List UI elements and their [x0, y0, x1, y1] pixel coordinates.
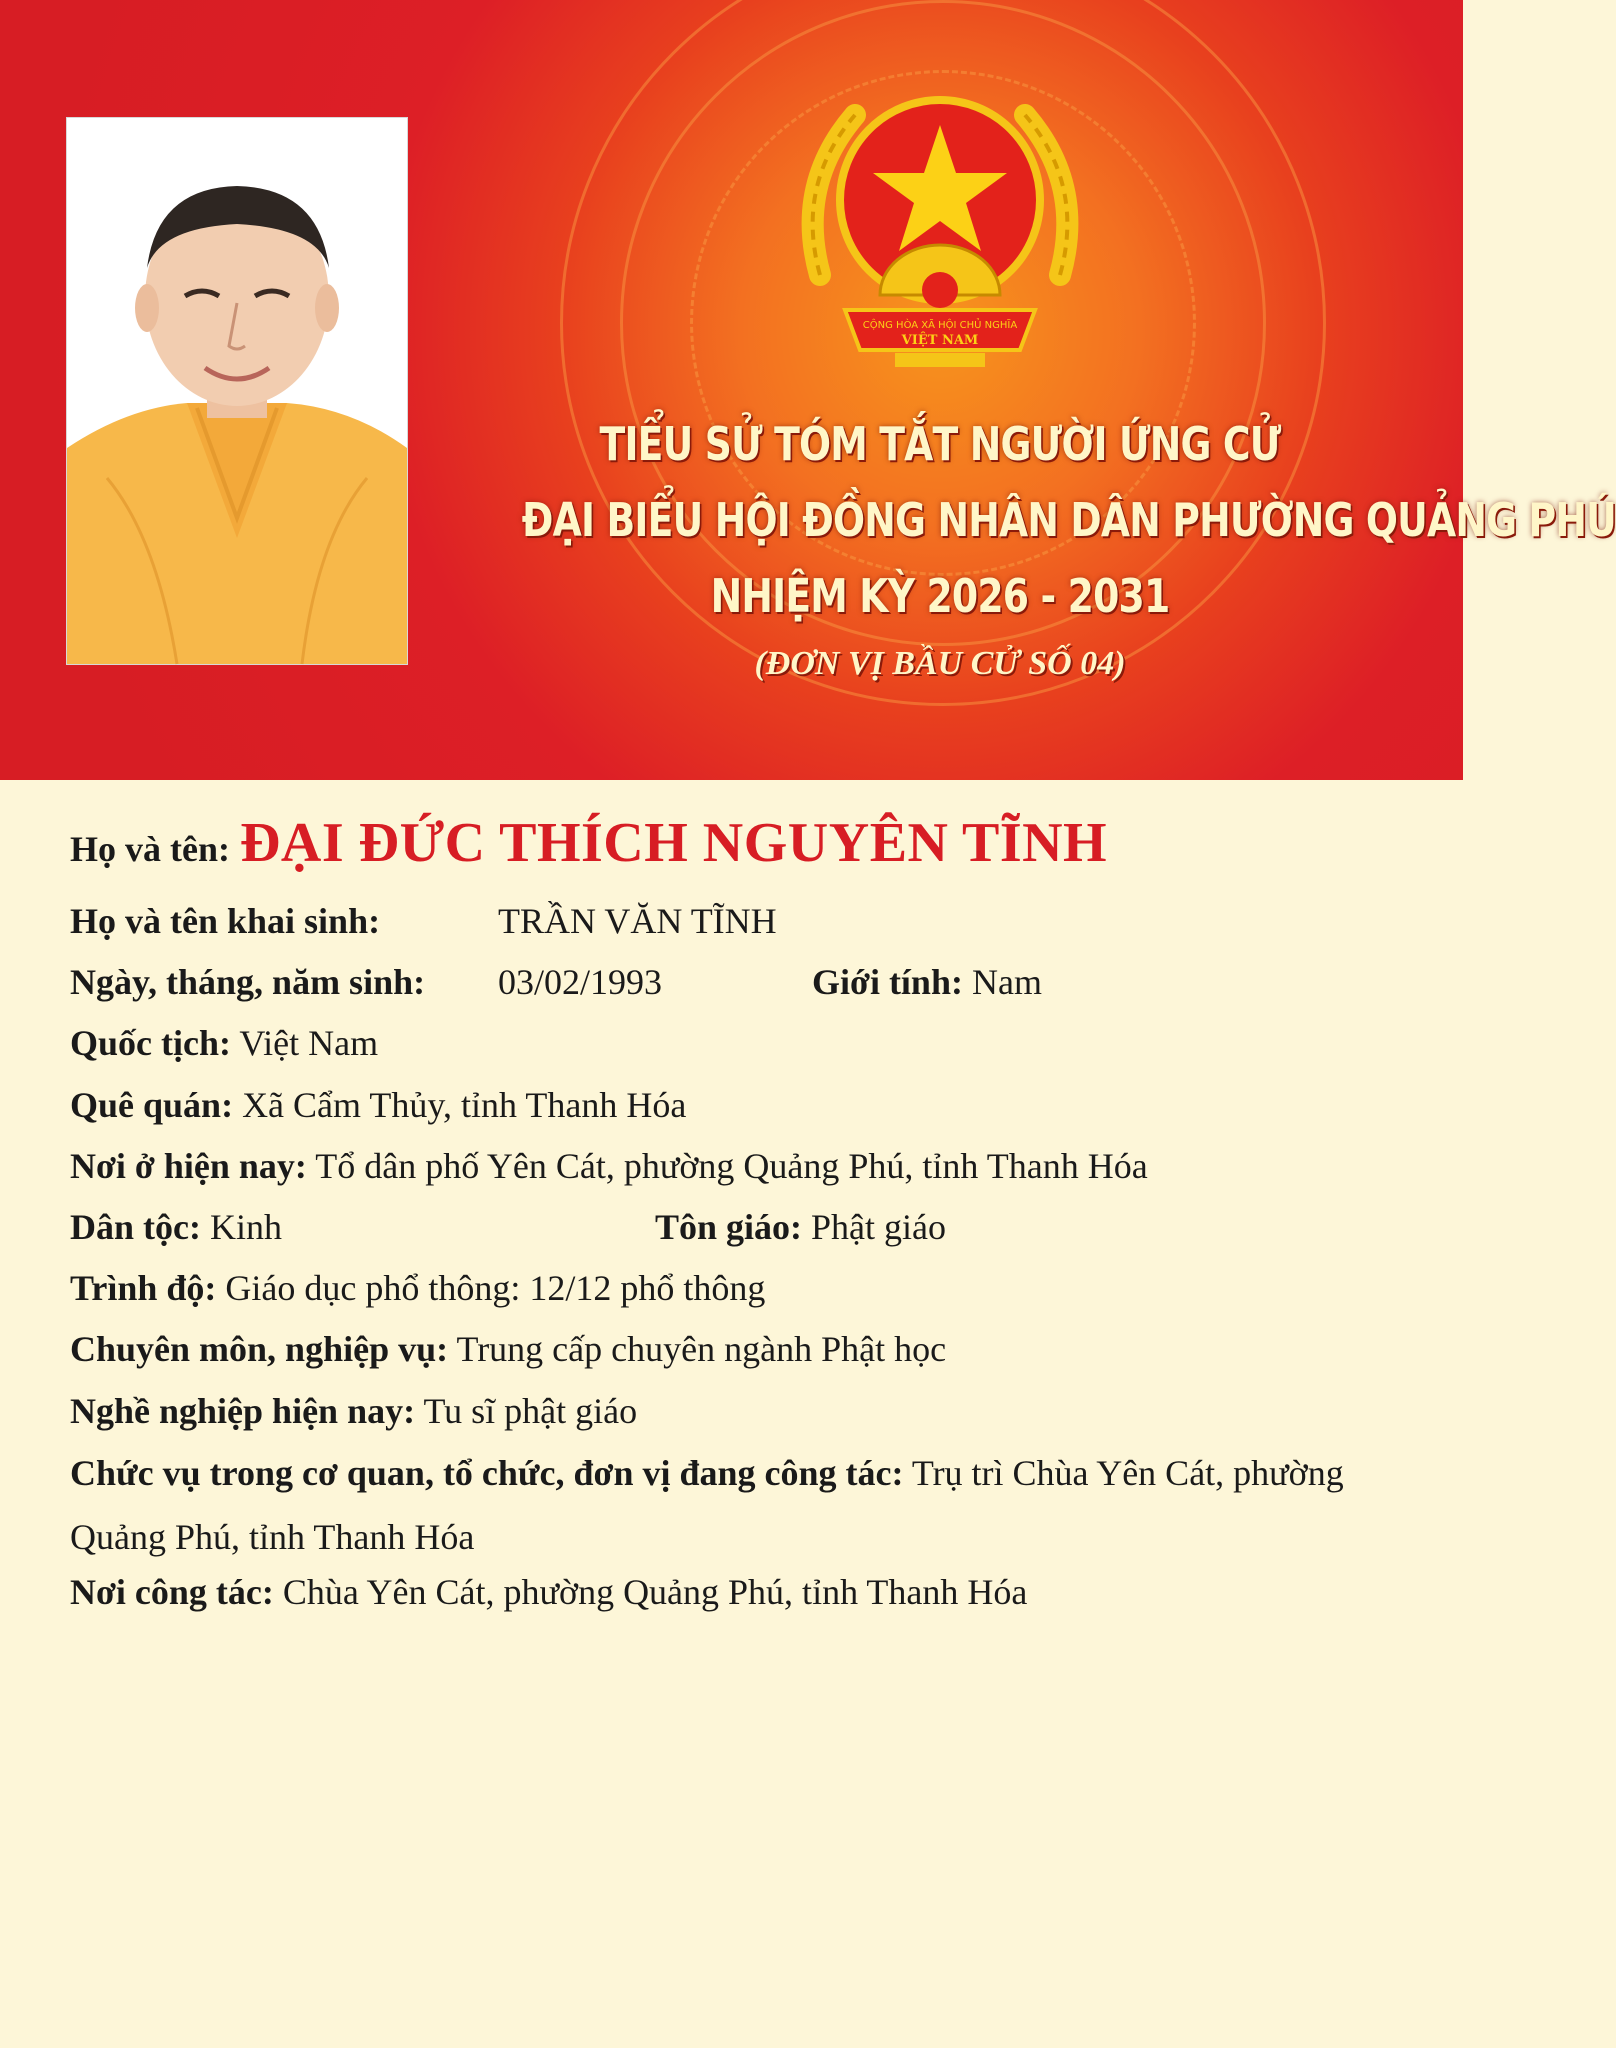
birth-name-label: Họ và tên khai sinh: — [70, 901, 381, 941]
workplace-label: Nơi công tác: — [70, 1571, 274, 1612]
education-row — [70, 1267, 1450, 1310]
emblem-text-top: CỘNG HÒA XÃ HỘI CHỦ NGHĨA — [862, 320, 1018, 331]
religion-field — [655, 1206, 946, 1249]
workplace-value: Chùa Yên Cát, phường Quảng Phú, tỉnh Thanh Hóa — [282, 1571, 1028, 1612]
dob-value: 03/02/1993 — [498, 962, 663, 1003]
occupation-row — [70, 1390, 1450, 1433]
position-value: Trụ trì Chùa Yên Cát, phường Quảng Phú, tỉnh Thanh Hóa — [70, 1452, 1344, 1557]
specialty-label: Chuyên môn, nghiệp vụ: — [70, 1329, 449, 1370]
national-emblem-icon — [775, 85, 1105, 385]
nationality-row — [70, 1022, 1450, 1065]
occupation-value: Tu sĩ phật giáo — [423, 1390, 638, 1431]
national-emblem — [775, 85, 1105, 385]
dob-label: Ngày, tháng, năm sinh: — [70, 962, 426, 1003]
religion-label: Tôn giáo: — [655, 1206, 803, 1247]
gender-label: Giới tính: — [812, 962, 963, 1003]
position-label: Chức vụ trong cơ quan, tổ chức, đơn vị đang công tác: — [70, 1452, 904, 1493]
position-row — [70, 1441, 1400, 1569]
gender-value: Nam — [971, 962, 1042, 1003]
full-name-label: Họ và tên: — [70, 829, 230, 869]
full-name-value: ĐẠI ĐỨC THÍCH NGUYÊN TĨNH — [239, 812, 1108, 874]
candidate-portrait-photo — [66, 117, 408, 665]
election-unit-subtitle: (ĐƠN VỊ BẦU CỬ SỐ 04) — [754, 645, 1126, 682]
header-banner — [0, 0, 1616, 780]
biography-content — [70, 810, 1450, 1614]
workplace-row — [70, 1571, 1450, 1614]
education-label: Trình độ: — [70, 1268, 217, 1309]
nationality-label: Quốc tịch: — [70, 1023, 231, 1064]
hometown-value: Xã Cẩm Thủy, tỉnh Thanh Hóa — [242, 1084, 687, 1125]
occupation-label: Nghề nghiệp hiện nay: — [70, 1390, 416, 1431]
title-block — [430, 405, 1616, 683]
birth-name-value: TRẦN VĂN TĨNH — [498, 901, 777, 941]
ethnicity-value: Kinh — [209, 1206, 282, 1247]
title-line-3: NHIỆM KỲ 2026 - 2031 — [710, 569, 1170, 623]
education-value: Giáo dục phổ thông: 12/12 phổ thông — [225, 1268, 766, 1309]
ethnicity-religion-row — [70, 1206, 1450, 1249]
specialty-value: Trung cấp chuyên ngành Phật học — [456, 1329, 947, 1370]
birth-name-row — [70, 900, 1450, 943]
dob-row — [70, 961, 1450, 1004]
hometown-row — [70, 1084, 1450, 1127]
gender-field — [812, 961, 1042, 1004]
religion-value: Phật giáo — [811, 1206, 947, 1247]
hometown-label: Quê quán: — [70, 1084, 234, 1125]
title-line-1: TIỂU SỬ TÓM TẮT NGƯỜI ỨNG CỬ — [599, 417, 1281, 471]
specialty-row — [70, 1328, 1450, 1371]
residence-label: Nơi ở hiện nay: — [70, 1145, 307, 1186]
emblem-text-bottom: VIỆT NAM — [901, 333, 979, 348]
ethnicity-label: Dân tộc: — [70, 1206, 201, 1247]
portrait-icon — [67, 118, 407, 664]
full-name-row — [70, 810, 1450, 890]
nationality-value: Việt Nam — [239, 1023, 379, 1064]
residence-row — [70, 1145, 1450, 1188]
title-line-2: ĐẠI BIỂU HỘI ĐỒNG NHÂN DÂN PHƯỜNG QUẢNG PHÚ — [521, 493, 1616, 547]
residence-value: Tổ dân phố Yên Cát, phường Quảng Phú, tỉnh Thanh Hóa — [315, 1145, 1148, 1186]
